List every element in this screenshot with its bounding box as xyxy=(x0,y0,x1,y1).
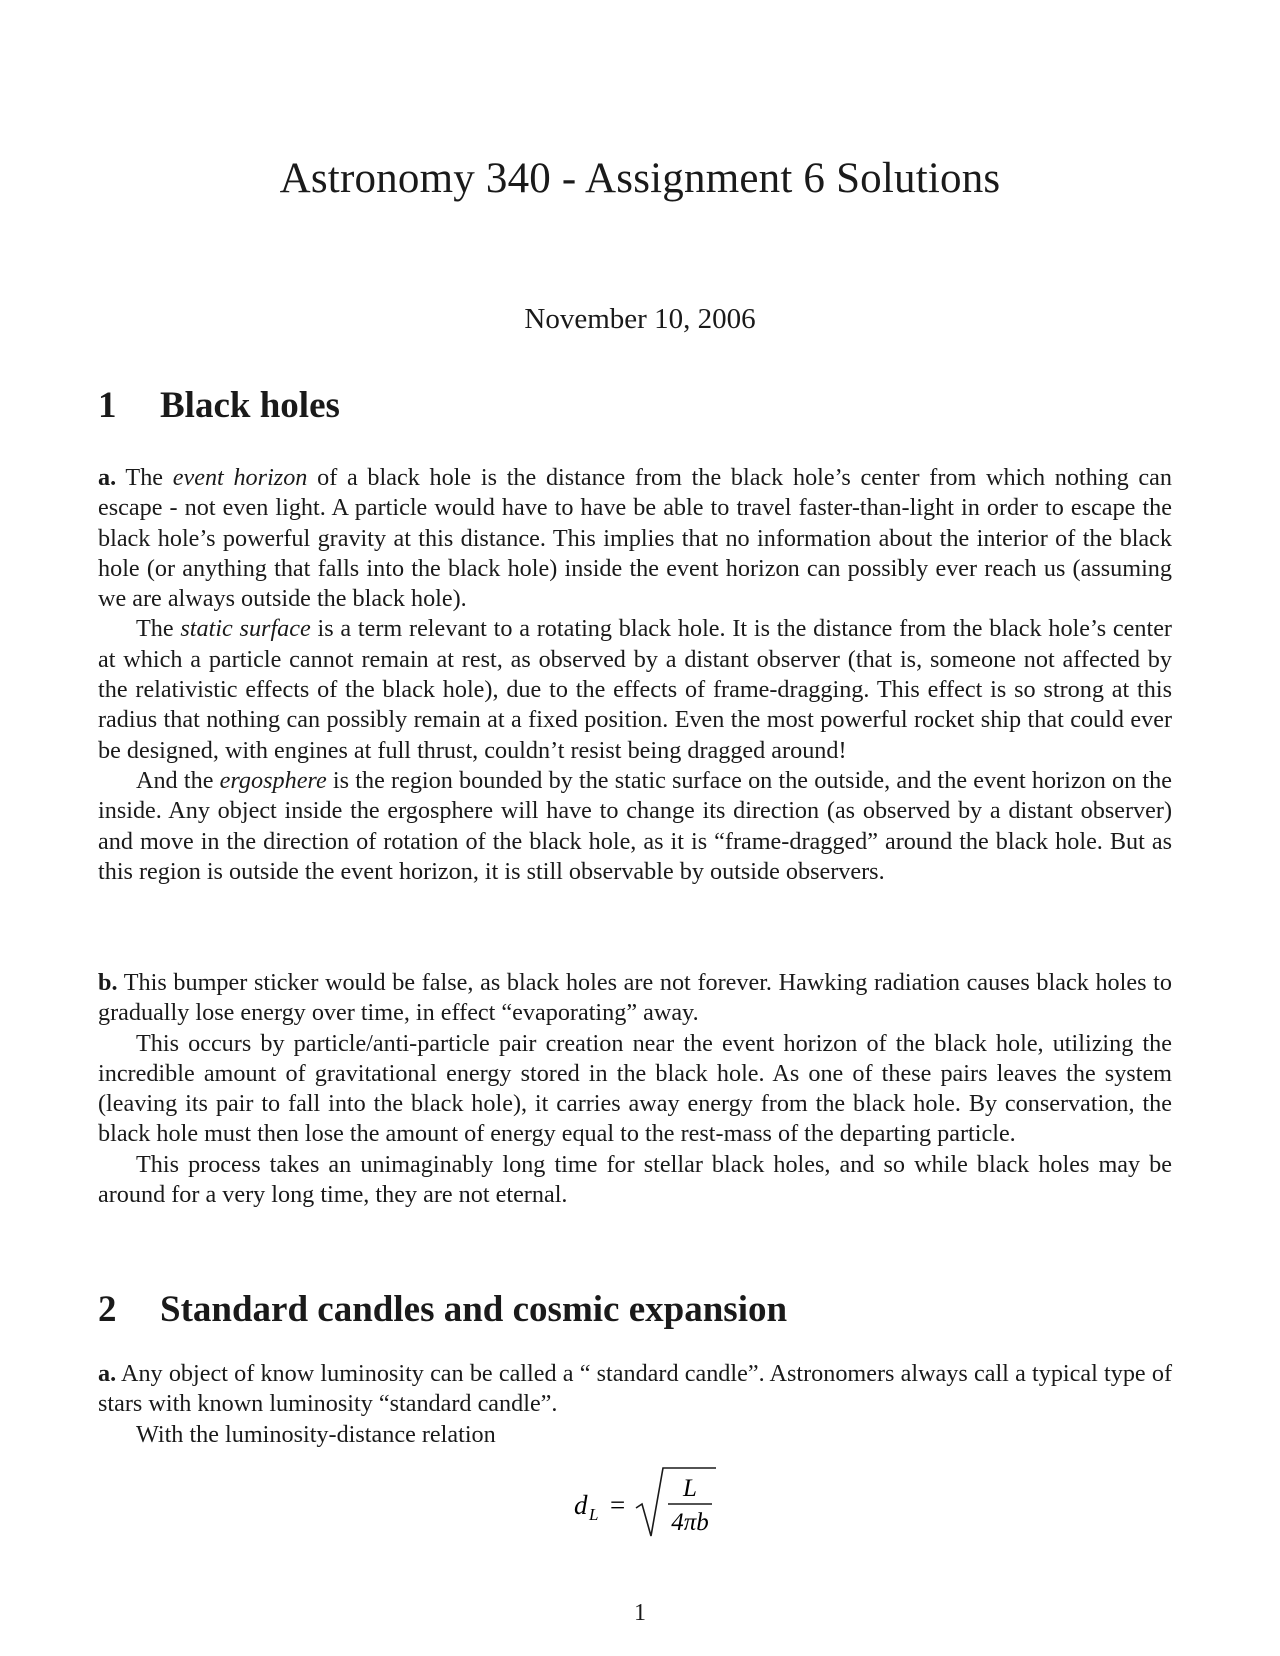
page-number: 1 xyxy=(634,1600,646,1626)
section-number: 1 xyxy=(98,385,117,426)
paragraph-text: The xyxy=(136,615,181,643)
luminosity-distance-equation xyxy=(0,1462,1280,1542)
document-title: Astronomy 340 - Assignment 6 Solutions xyxy=(279,155,1001,202)
term-static-surface: static surface xyxy=(180,615,311,643)
document-date: November 10, 2006 xyxy=(524,303,756,335)
paragraph-text: And the xyxy=(136,766,220,794)
paragraph xyxy=(98,1359,1172,1420)
section-heading-standard-candles xyxy=(98,1288,787,1331)
paragraph: This process takes an unimaginably long time for stellar black holes, and so while black holes may be around for a very long time, they are not eternal. xyxy=(98,1150,1172,1209)
part-label: a. xyxy=(98,1360,117,1387)
paragraph xyxy=(98,968,1172,1029)
paragraph: With the luminosity-distance relation xyxy=(136,1420,496,1448)
equation-svg xyxy=(560,1462,720,1542)
equation-denominator: 4πb xyxy=(671,1509,709,1536)
paragraph-text: Any object of know luminosity can be called a “ standard candle”. Astronomers always call a typical type of stars with known luminosity “standard candle”. xyxy=(98,1360,1172,1418)
equation-numerator: L xyxy=(683,1475,697,1502)
section-heading-black-holes xyxy=(98,384,340,427)
section-title: Standard candles and cosmic expansion xyxy=(160,1289,788,1330)
section-number: 2 xyxy=(98,1289,117,1330)
equation-lhs-symbol: d xyxy=(574,1490,588,1520)
equation-lhs-subscript: L xyxy=(589,1505,599,1524)
paragraph xyxy=(98,766,1172,887)
paragraph-text: is a term relevant to a rotating black hole. It is the distance from the black hole’s center at which a particle cannot remain at rest, as observed by a distant observer (that is, someone not affected by the relativistic effects of the black hole), due to the effects of frame-dragging. This effect is so strong at this radius that nothing can possibly remain at a fixed position. Even the most powerful rocket ship that could ever be designed, with engines at full thrust, couldn’t resist being dragged around! xyxy=(98,615,1172,764)
equation-equals: = xyxy=(610,1490,626,1520)
term-event-horizon: event horizon xyxy=(172,464,308,491)
section2-part-a xyxy=(98,1359,1172,1450)
part-label: a. xyxy=(98,464,117,491)
term-ergosphere: ergosphere xyxy=(219,766,327,794)
paragraph-text: is the region bounded by the static surface on the outside, and the event horizon on the inside. Any object inside the ergosphere will have to change its direction (as observed by a distant observer) and move in the direction of rotation of the black hole, as it is “frame-dragged” around the black hole. But as this region is outside the event horizon, it is still observable by outside observers. xyxy=(98,766,1172,885)
paragraph-text: This bumper sticker would be false, as black holes are not forever. Hawking radiation causes black holes to gradually lose energy over time, in effect “evaporating” away. xyxy=(98,969,1172,1027)
paragraph xyxy=(98,614,1172,765)
paragraph xyxy=(98,463,1172,614)
paragraph-text: The xyxy=(116,464,173,491)
section1-part-a xyxy=(98,463,1172,887)
section1-part-b xyxy=(98,968,1172,1210)
section-title: Black holes xyxy=(160,385,340,426)
paragraph-text: of a black hole is the distance from the black hole’s center from which nothing can escape - not even light. A particle would have to have be able to travel faster-than-light in order to escape the black hole’s powerful gravity at this distance. This implies that no information about the interior of the black hole (or anything that falls into the black hole) inside the event horizon can possibly ever reach us (assuming we are always outside the black hole). xyxy=(98,464,1172,613)
part-label: b. xyxy=(98,969,118,996)
paragraph: This occurs by particle/anti-particle pair creation near the event horizon of the black hole, utilizing the incredible amount of gravitational energy stored in the black hole. As one of these pairs leaves the system (leaving its pair to fall into the black hole), it carries away energy from the black hole. By conservation, the black hole must then lose the amount of energy equal to the rest-mass of the departing particle. xyxy=(98,1029,1172,1148)
